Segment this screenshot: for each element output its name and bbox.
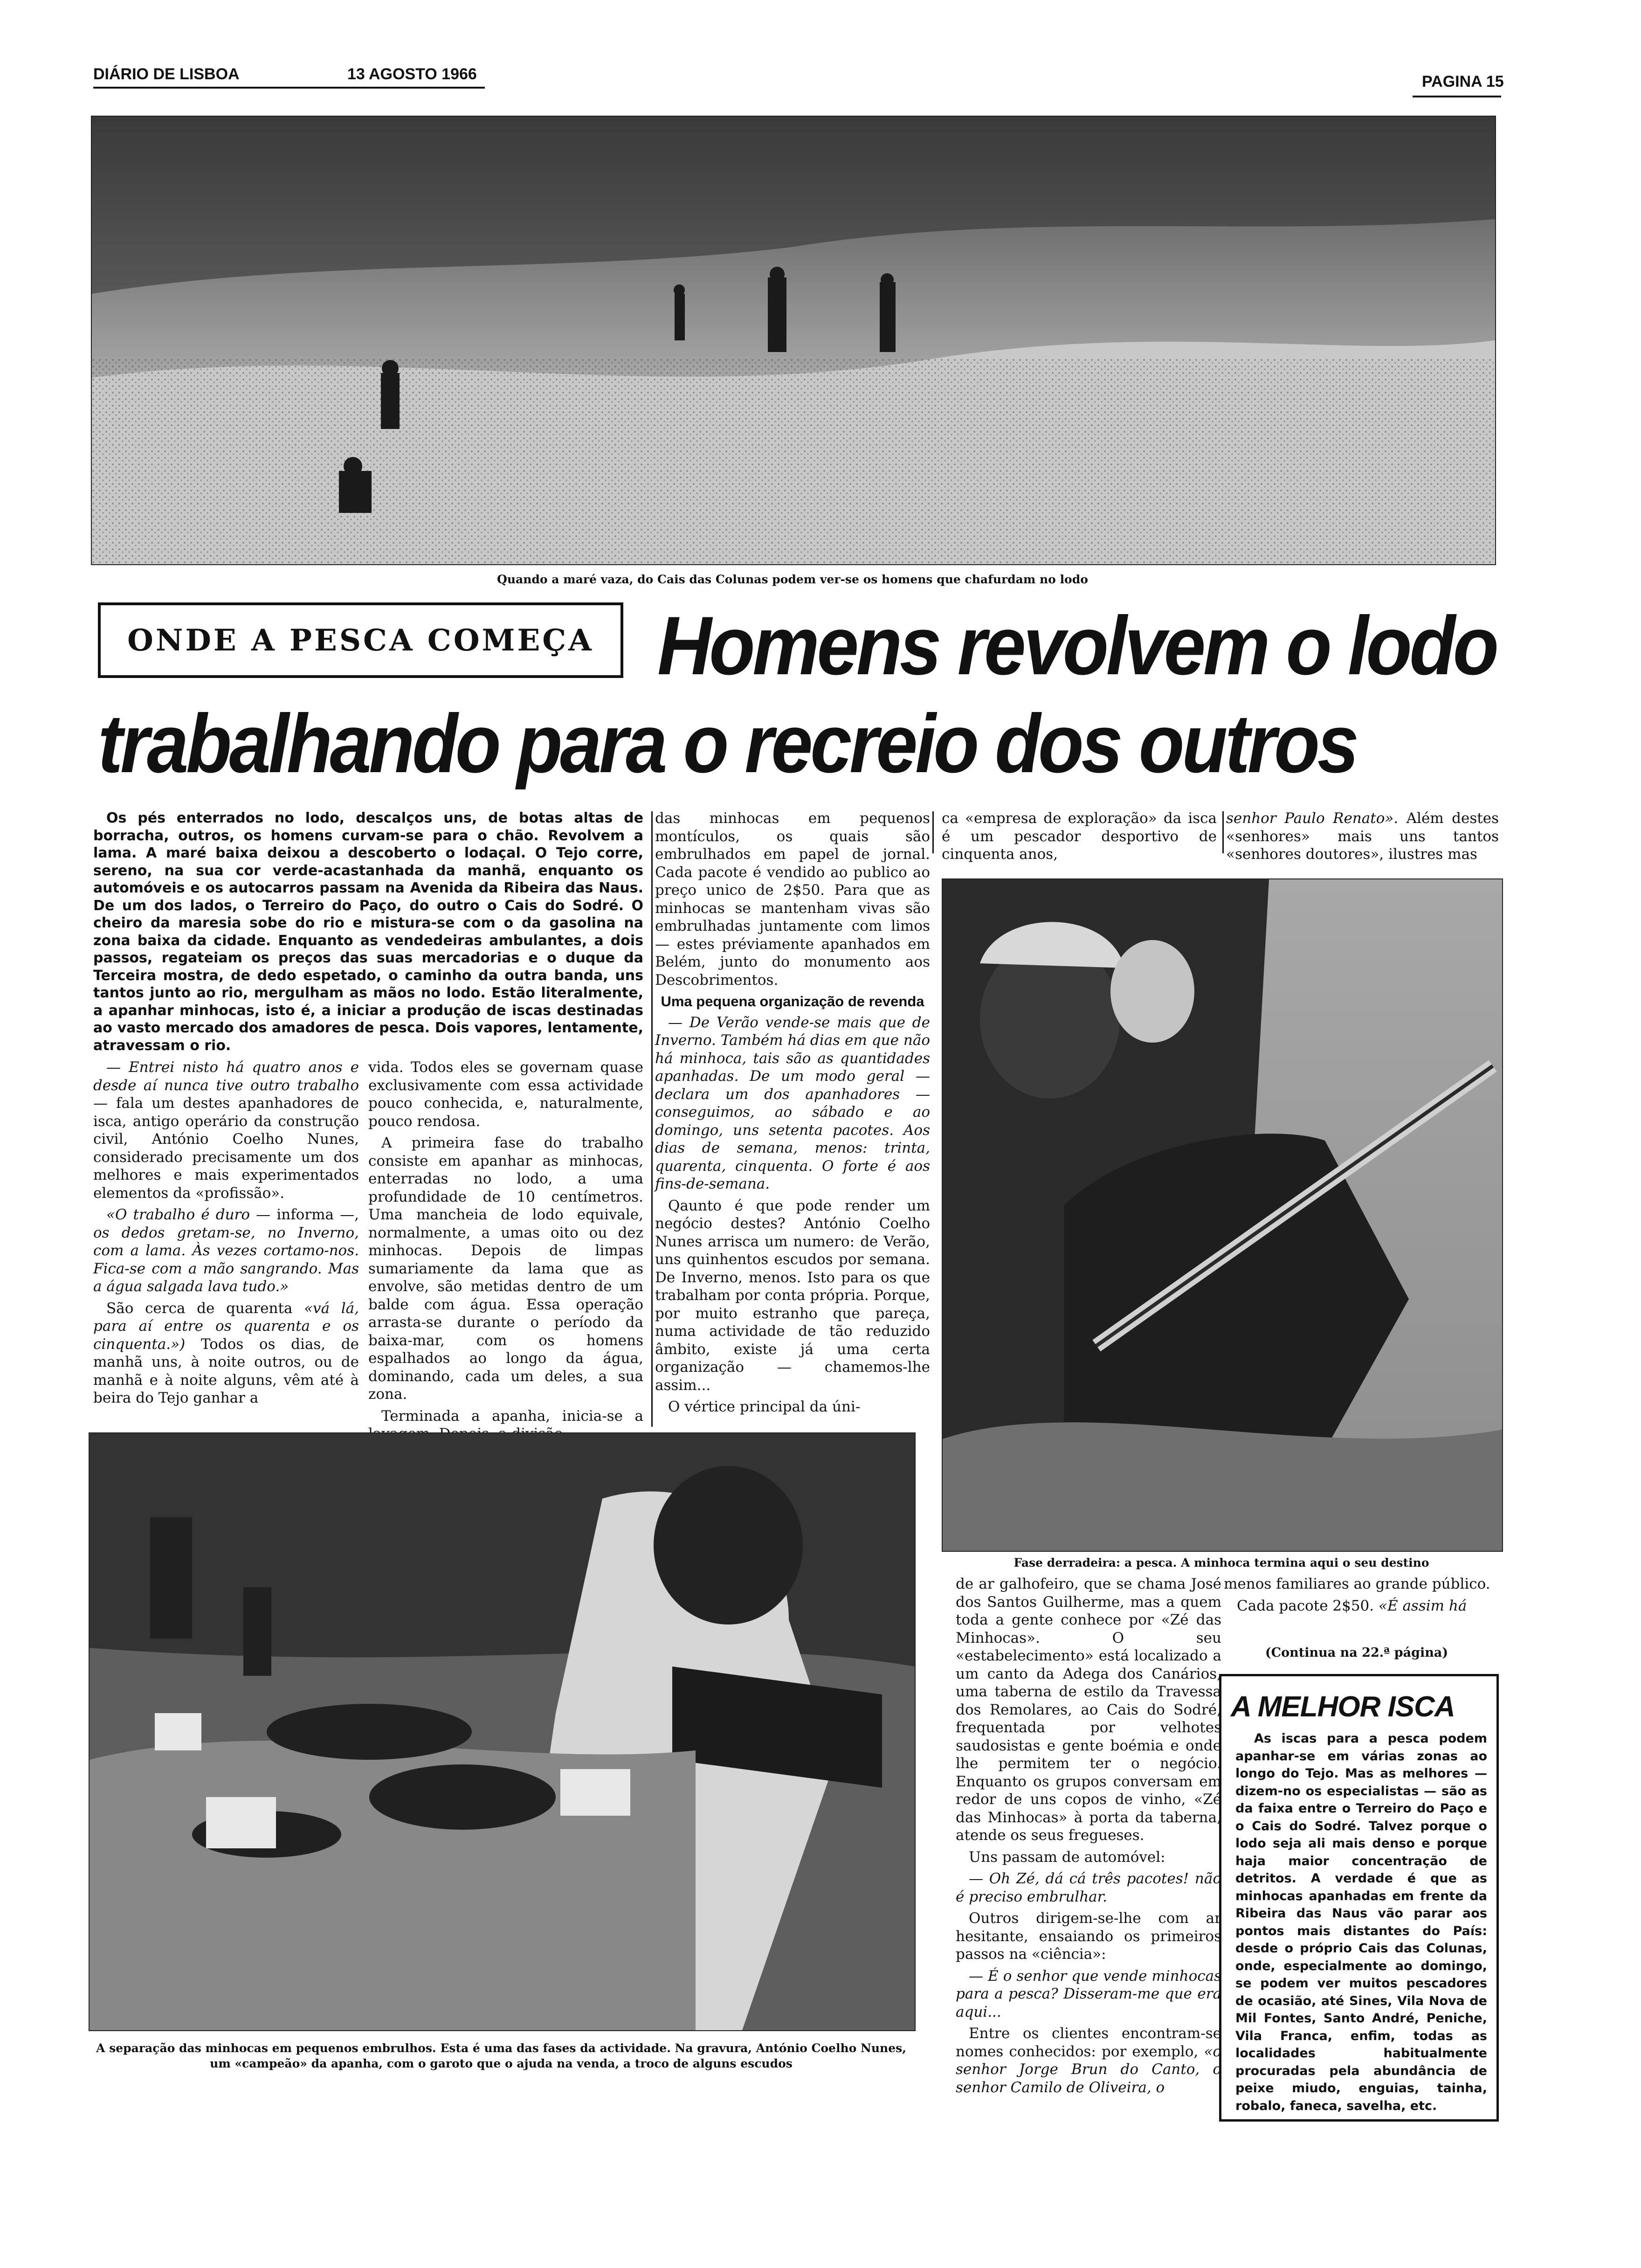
c1-paragraph-1: [93, 1058, 359, 1202]
c1-quote-3b: «vá lá, para aí entre os quarenta e os cinquenta.»): [93, 1300, 359, 1353]
lead-paragraph: Os pés enterrados no lodo, descalços uns, de botas altas de borracha, outros, os homens curvam-se para o chão. Revolvem a lama. A maré baixa deixou a descoberto o lodaçal. O Tejo corre, sereno, na sua cor verde-acastanhada da manhã, enquanto os automóveis e os autocarros passam na Avenida da Ribeira das Naus. De um dos lados, o Terreiro do Paço, do outro o Cais do Sodré. O cheiro da maresia sobe do rio e mistura-se com o da gasolina na zona baixa da cidade. Enquanto as vendedeiras ambulantes, a dois passos, regateiam os preços das suas mercadorias e o duque da Terceira mostra, de dedo espetado, o caminho da outra banda, uns tantos junto ao rio, mergulham as mãos no lodo. Estão literalmente, a apanhar minhocas, isto é, a iniciar a produção de iscas destinadas ao vasto mercado dos amadores de pesca. Dois vapores, lentamente, atravessam o rio.: [93, 810, 643, 1054]
c5-bottom-paragraph-1: menos familiares ao grande público.: [1224, 1576, 1490, 1592]
c3-subheading: Uma pequena organização de revenda: [661, 993, 924, 1010]
c5-bottom-text-2a: Cada pacote 2$50.: [1237, 1597, 1374, 1614]
bottom-photo-caption: A separação das minhocas em pequenos embrulhos. Esta é uma das fases da actividade. Na gravura, António Coelho Nunes, um «campeão» da apanha, com o garoto que o ajuda na venda, a troco de alguns escudos: [96, 2041, 906, 2070]
header-rule: [93, 87, 485, 89]
c5-top-paragraph: [1226, 809, 1499, 864]
continued-note: (Continua na 22.ª página): [1265, 1646, 1448, 1660]
c2-paragraph-1: vida. Todos eles se governam quase exclusivamente com essa actividade pouco conhecida, e, naturalmente, pouco rendosa.: [368, 1059, 643, 1130]
section-kicker: ONDE A PESCA COMEÇA: [98, 602, 623, 678]
c4-bottom-paragraph-4: Outros dirigem-se-lhe com ar hesitante, ensaiando os primeiros passos na «ciência»:: [956, 1910, 1221, 1963]
c1-paragraph-2: [93, 1206, 359, 1296]
column-divider: [932, 811, 934, 853]
column-divider: [1222, 811, 1224, 853]
c3-paragraph-3: Qaunto é que pode render um negócio destes? António Coelho Nunes arrisca um numero: de Verão, uns quinhentos escudos por semana. De Inverno, menos. Isto para os que trabalham por conta própria. Porque, por muito estranho que pareça, numa actividade de tão reduzido âmbito, existe já uma certa organização — chamemos-lhe assim...: [655, 1197, 930, 1394]
c5-bottom-paragraph-2: [1224, 1597, 1501, 1615]
article-column-4-bottom: [956, 1575, 1221, 2135]
newspaper-name: DIÁRIO DE LISBOA: [93, 65, 240, 83]
header-rule-right: [1413, 96, 1501, 97]
c4-top-paragraph: ca «empresa de exploração» da isca é um pescador desportivo de cinquenta anos,: [942, 810, 1217, 863]
c4-bottom-paragraph-5: — É o senhor que vende minhocas para a pesca? Disseram-me que era aqui...: [956, 1967, 1221, 2020]
right-photo-image: [943, 879, 1502, 1551]
article-column-4-top: [942, 809, 1217, 870]
top-photo-image: [92, 117, 1495, 564]
bottom-photo-worm-sorting: [89, 1432, 916, 2031]
c5-top-text: Além destes «senhores» mais uns tantos «senhores doutores», ilustres mas: [1226, 810, 1499, 863]
bottom-photo-image: [90, 1433, 915, 2030]
c1-paragraph-3: [93, 1300, 359, 1407]
c1-quote-1: — Entrei nisto há quatro anos e desde aí nunca tive outro trabalho —: [93, 1059, 359, 1112]
article-column-5-top: [1226, 809, 1499, 870]
article-column-3: [655, 809, 930, 1430]
c3-paragraph-2: — De Verão vende-se mais que de Inverno. Também há dias em que não há minhoca, tais são as quantidades apanhadas. De um modo geral — declara um dos apanhadores — conseguimos, ao sábado e ao domingo, uns setenta pacotes. Aos dias de semana, menos: trinta, quarenta, cinquenta. O forte é aos fins-de-semana.: [655, 1014, 930, 1192]
article-column-1: [93, 1058, 359, 1427]
c1-quote-2c: os dedos gretam-se, no Inverno, com a lama. Às vezes cortamo-nos. Fica-se com a mão sangrando. Mas a água salgada lava tudo.»: [93, 1224, 359, 1295]
c3-paragraph-4: O vértice principal da úni-: [668, 1398, 861, 1415]
article-column-2: [368, 1058, 643, 1427]
c1-text-3a: São cerca de quarenta: [106, 1300, 293, 1317]
c4-bottom-paragraph-6: [956, 2025, 1221, 2096]
issue-date: 13 AGOSTO 1966: [347, 65, 477, 83]
headline-line-1: Homens revolvem o lodo: [657, 599, 1496, 692]
top-photo-river-mud: [91, 116, 1496, 565]
headline-line-2: trabalhando para o recreio dos outros: [98, 697, 1357, 790]
article-lead: [93, 809, 643, 1052]
page-number: PAGINA 15: [1422, 73, 1504, 90]
c5-bottom-quote-2b: «É assim há: [1379, 1597, 1467, 1614]
c2-paragraph-3: Terminada a apanha, inicia-se a: [381, 1407, 643, 1424]
column-divider: [651, 811, 653, 1427]
c2-paragraph-2: A primeira fase do trabalho consiste em apanhar as minhocas, enterradas no lodo, a uma profundidade de 10 centímetros. Uma mancheia de lodo equivale, normalmente, a umas oito ou dez minhocas. Depois de limpas sumariamente da lama que as envolve, são metidas dentro de um balde com água. Essa operação arrasta-se durante o período da baixa-mar, com os homens espalhados ao longo da água, dominando, cada um deles, a sua zona.: [368, 1134, 643, 1403]
c4-bottom-paragraph-1: de ar galhofeiro, que se chama José dos Santos Guilherme, mas a quem toda a gente conhece por «Zé das Minhocas». O seu «estabelecimento» está localizado a um canto da Adega dos Canários, uma taberna de estilo da Travessa dos Remolares, ao Cais do Sodré, frequentada por velhotes saudosistas e gente boémia e onde lhe permitem ter o negócio. Enquanto os grupos conversam em redor de uns copos de vinho, «Zé das Minhocas» à porta da taberna, atende os seus fregueses.: [956, 1576, 1221, 1844]
c1-quote-2a: «O trabalho é duro —: [106, 1206, 271, 1223]
c4-bottom-text-6a: Entre os clientes encontram-se nomes conhecidos: por exemplo,: [956, 2025, 1221, 2060]
right-photo-fishing: [942, 878, 1503, 1552]
c1-text-2b: informa —,: [276, 1206, 359, 1223]
c4-bottom-paragraph-2: Uns passam de automóvel:: [969, 1848, 1165, 1866]
sidebar-box: [1219, 1674, 1499, 2122]
sidebar-text: As iscas para a pesca podem apanhar-se em várias zonas ao longo do Tejo. Mas as melhores — dizem-no os especialistas — são as da faixa entre o Terreiro do Paço e o Cais do Sodré. Talvez porque o lodo seja ali mais denso e porque haja maior concentração de detritos. A verdade é que as minhocas apanhadas em frente da Ribeira das Naus vão parar aos pontos mais distantes do País: desde o próprio Cais das Colunas, onde, especialmente ao domingo, se podem ver muitos pescadores de ocasião, até Sines, Vila Nova de Mil Fontes, Santo André, Peniche, Vila Franca, enfim, todas as localidades habitualmente procuradas pela abundância de peixe miudo, enguias, tainha, robalo, faneca, savelha, etc.: [1235, 1731, 1487, 2113]
c5-top-name: senhor Paulo Renato».: [1226, 810, 1399, 827]
c1-text-1: fala um destes apanhadores de isca, antigo operário da construção civil, António Coelho Nunes, considerado precisamente um dos melhores e mais experimentados elementos da «profissão».: [93, 1095, 359, 1202]
c1-text-3c: Todos os dias, de manhã uns, à noite outros, ou de manhã e à noite alguns, vêm até à beira do Tejo ganhar a: [93, 1335, 359, 1406]
c4-bottom-paragraph-3: — Oh Zé, dá cá três pacotes! não é preciso embrulhar.: [956, 1870, 1221, 1905]
right-photo-caption: Fase derradeira: a pesca. A minhoca termina aqui o seu destino: [1014, 1556, 1429, 1570]
c3-paragraph-1: das minhocas em pequenos montículos, os quais são embrulhados em papel de jornal. Cada pacote é vendido ao publico ao preço unico de 2$50. Para que as minhocas se mantenham vivas são embrulhadas juntamente com limos — estes préviamente apanhados em Belém, junto do monumento aos Descobrimentos.: [655, 810, 930, 989]
top-photo-caption: Quando a maré vaza, do Cais das Colunas podem ver-se os homens que chafurdam no lodo: [497, 573, 1088, 586]
c4-bottom-quote-6b: «o senhor Jorge Brun do Canto, o senhor Camilo de Oliveira, o: [956, 2043, 1222, 2096]
sidebar-title: A MELHOR ISCA: [1231, 1691, 1455, 1723]
